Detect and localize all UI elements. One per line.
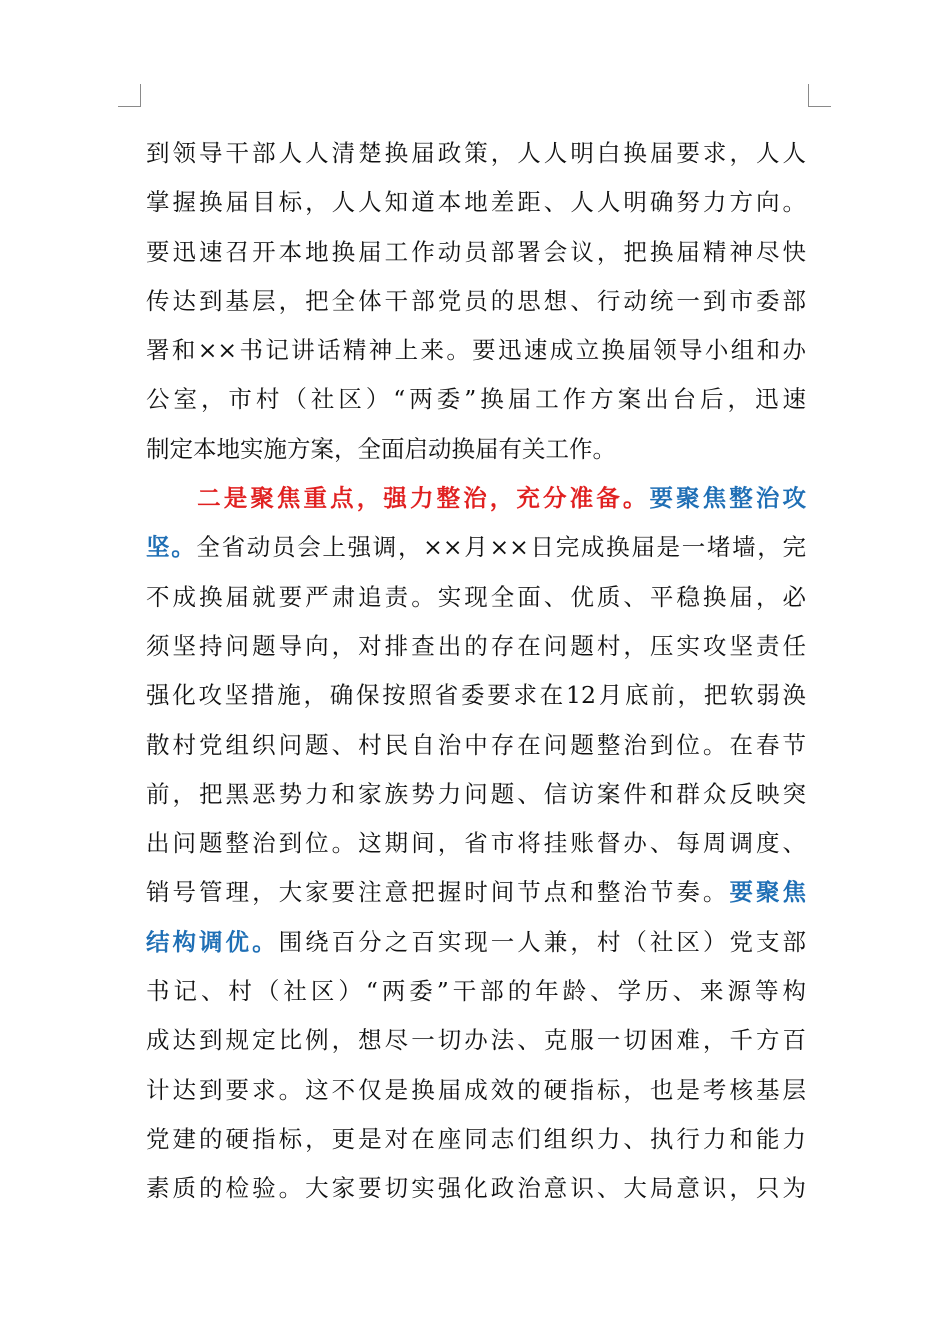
crop-mark-top-right	[808, 84, 831, 107]
text-segment: 围绕百分之百实现一人兼，村（社区）党支部	[278, 927, 807, 956]
text-line	[146, 474, 806, 523]
text-segment: 全省动员会上强调，××月××日完成换届是一堵墙，完	[196, 533, 807, 562]
text-line: 强化攻坚措施，确保按照省委要求在12月底前，把软弱涣	[146, 681, 806, 710]
text-line: 制定本地实施方案，全面启动换届有关工作。	[146, 434, 616, 463]
text-line: 公室，市村（社区）“两委”换届工作方案出台后，迅速	[146, 385, 806, 414]
text-line	[146, 918, 806, 967]
subheading: 要聚焦整治攻	[649, 484, 807, 513]
text-line: 党建的硬指标，更是对在座同志们组织力、执行力和能力	[146, 1124, 806, 1153]
text-line: 要迅速召开本地换届工作动员部署会议，把换届精神尽快	[146, 237, 806, 266]
text-line: 须坚持问题导向，对排查出的存在问题村，压实攻坚责任	[146, 631, 806, 660]
text-line: 前，把黑恶势力和家族势力问题、信访案件和群众反映突	[146, 779, 806, 808]
text-line: 不成换届就要严肃追责。实现全面、优质、平稳换届，必	[146, 582, 806, 611]
text-line: 传达到基层，把全体干部党员的思想、行动统一到市委部	[146, 286, 806, 315]
text-line: 计达到要求。这不仅是换届成效的硬指标，也是考核基层	[146, 1075, 806, 1104]
text-line: 散村党组织问题、村民自治中存在问题整治到位。在春节	[146, 730, 806, 759]
subheading: 要聚焦	[729, 878, 807, 907]
text-line	[146, 868, 806, 917]
text-line: 书记、村（社区）“两委”干部的年龄、学历、来源等构	[146, 977, 806, 1006]
crop-mark-top-left	[118, 84, 141, 107]
text-segment: 销号管理，大家要注意把握时间节点和整治节奏。	[146, 878, 730, 907]
body-text	[146, 129, 806, 1214]
text-line: 到领导干部人人清楚换届政策，人人明白换届要求，人人	[146, 139, 806, 167]
text-line: 掌握换届目标，人人知道本地差距、人人明确努力方向。	[146, 188, 806, 217]
text-line: 成达到规定比例，想尽一切办法、克服一切困难，千方百	[146, 1026, 806, 1055]
text-line: 署和××书记讲话精神上来。要迅速成立换届领导小组和办	[146, 336, 806, 365]
text-line: 素质的检验。大家要切实强化政治意识、大局意识，只为	[146, 1174, 806, 1203]
text-line: 出问题整治到位。这期间，省市将挂账督办、每周调度、	[146, 829, 806, 858]
text-line	[146, 523, 806, 572]
subheading-end: 结构调优。	[146, 927, 279, 956]
subheading-end: 坚。	[146, 533, 197, 562]
section-heading: 二是聚焦重点，强力整治，充分准备。	[194, 484, 650, 513]
